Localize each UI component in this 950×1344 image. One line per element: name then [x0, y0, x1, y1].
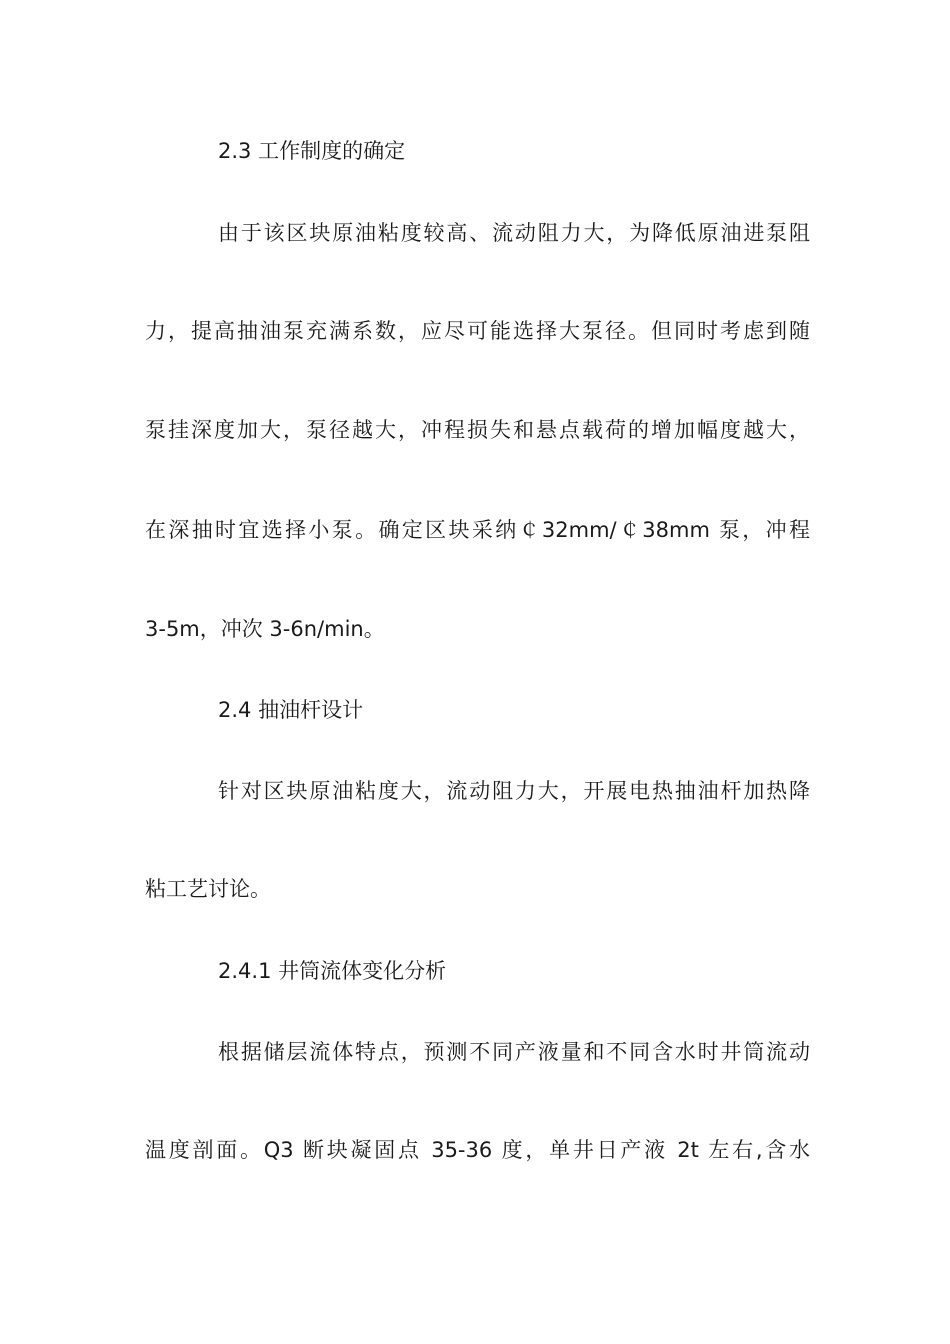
heading-2-4-1: 2.4.1 井筒流体变化分析 — [218, 959, 447, 983]
heading-2-3: 2.3 工作制度的确定 — [218, 139, 406, 163]
paragraph-line: 根据储层流体特点，预测不同产液量和不同含水时井筒流动 — [218, 1040, 810, 1064]
paragraph-line: 力，提高抽油泵充满系数，应尽可能选择大泵径。但同时考虑到随 — [145, 319, 810, 343]
heading-2-4: 2.4 抽油杆设计 — [218, 698, 364, 722]
paragraph-line: 泵挂深度加大，泵径越大，冲程损失和悬点载荷的增加幅度越大， — [145, 418, 810, 442]
paragraph-line: 由于该区块原油粘度较高、流动阻力大，为降低原油进泵阻 — [218, 221, 810, 245]
paragraph-line: 针对区块原油粘度大，流动阻力大，开展电热抽油杆加热降 — [218, 779, 810, 803]
paragraph-line: 温度剖面。Q3 断块凝固点 35-36 度，单井日产液 2t 左右,含水 — [145, 1138, 810, 1162]
paragraph-line: 在深抽时宜选择小泵。确定区块采纳￠32mm/￠38mm 泵，冲程 — [145, 518, 810, 542]
paragraph-line: 3-5m，冲次 3-6n/min。 — [145, 617, 385, 641]
paragraph-line: 粘工艺讨论。 — [145, 877, 271, 901]
